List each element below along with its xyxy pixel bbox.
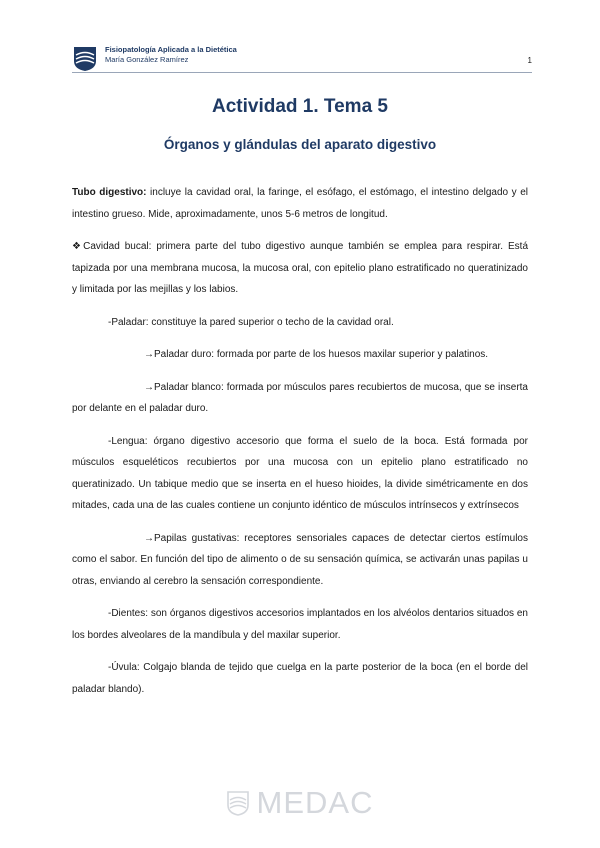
- medac-shield-icon: [227, 790, 249, 816]
- paragraph-papilas: →Papilas gustativas: receptores sensoriales capaces de detectar ciertos estímulos como el sabor. En función del tipo de alimento o de su sensación química, se activarán unas papilas u otras, enviando al cerebro la sensación correspondiente.: [72, 532, 528, 587]
- paragraph-text: incluye la cavidad oral, la faringe, el esófago, el estómago, el intestino delgado y el intestino grueso. Mide, aproximadamente, unos 5-6 metros de longitud.: [72, 187, 528, 220]
- medac-watermark: [0, 783, 600, 823]
- paragraph-paladar-duro: →Paladar duro: formada por parte de los huesos maxilar superior y palatinos.: [144, 349, 489, 360]
- document-body: [72, 182, 528, 711]
- header-divider: [72, 72, 532, 73]
- author-name: María González Ramírez: [105, 55, 189, 64]
- paragraph-lead-term: Tubo digestivo:: [72, 187, 147, 198]
- medac-logo-icon: [72, 44, 98, 72]
- watermark-text: MEDAC: [256, 785, 374, 820]
- paragraph-lengua: -Lengua: órgano digestivo accesorio que forma el suelo de la boca. Está formada por músculos esqueléticos recubiertos por una mucosa con un epitelio plano estratificado no queratinizado. Un tabique medio que se inserta en el hueso hioides, la divide simétricamente en dos mitades, cada una de las cuales contiene un conjunto idéntico de músculos intrínsecos y extrínsecos: [72, 435, 528, 511]
- paragraph-cavidad-bucal: ❖Cavidad bucal: primera parte del tubo digestivo aunque también se emplea para respirar. Está tapizada por una membrana mucosa, la mucosa oral, con epitelio plano estratificado no queratinizado y limitada por las mejillas y los labios.: [72, 241, 528, 295]
- document-title: Actividad 1. Tema 5: [212, 96, 388, 117]
- paragraph-uvula: -Úvula: Colgajo blanda de tejido que cuelga en la parte posterior de la boca (en el borde del paladar blando).: [72, 662, 528, 695]
- paragraph-paladar-blanco: →Paladar blanco: formada por músculos pares recubiertos de mucosa, que se inserta por delante en el paladar duro.: [72, 381, 528, 414]
- paragraph-tubo-digestivo: [72, 182, 528, 225]
- paragraph-dientes: -Dientes: son órganos digestivos accesorios implantados en los alvéolos dentarios situados en los bordes alveolares de la mandíbula y del maxilar superior.: [72, 608, 528, 641]
- paragraph-paladar: -Paladar: constituye la pared superior o techo de la cavidad oral.: [108, 316, 394, 328]
- page-number: 1: [527, 56, 532, 65]
- document-subtitle: Órganos y glándulas del aparato digestivo: [163, 137, 437, 152]
- document-header: [72, 44, 532, 72]
- course-title: Fisiopatología Aplicada a la Dietética: [105, 45, 237, 54]
